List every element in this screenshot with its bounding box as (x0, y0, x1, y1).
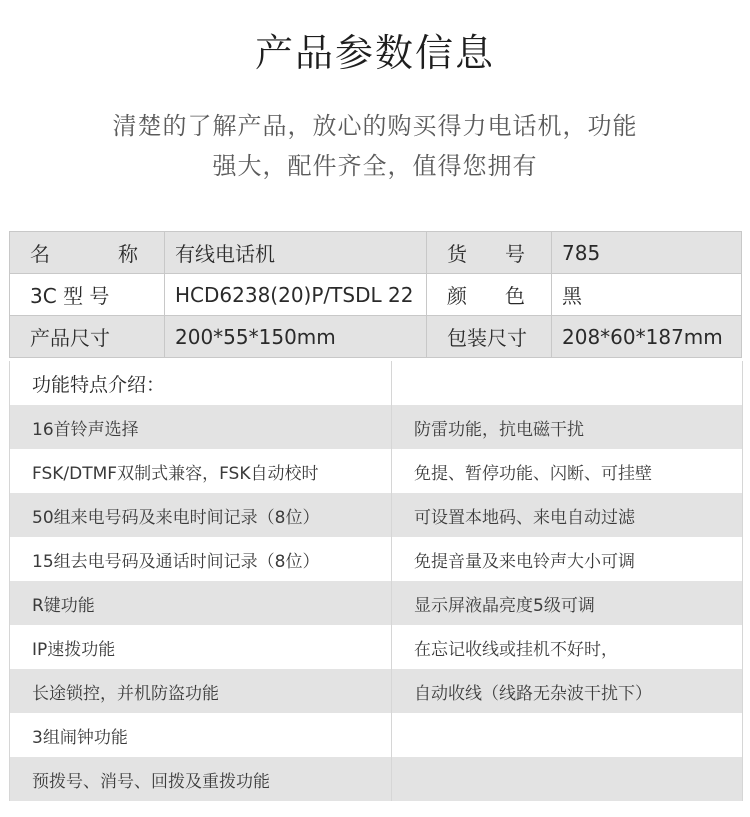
feature-right: 免提、暂停功能、闪断、可挂壁 (414, 463, 652, 484)
spec-label-package-size: 包装尺寸 (427, 316, 552, 358)
feature-right: 防雷功能，抗电磁干扰 (414, 419, 584, 440)
spec-label-color: 颜 色 (427, 274, 552, 316)
feature-right (392, 757, 742, 801)
feature-right: 自动收线（线路无杂波干扰下） (414, 683, 652, 704)
spec-value-model: HCD6238(20)P/TSDL 22 (165, 274, 427, 316)
spec-table (9, 231, 742, 358)
feature-left: 长途锁控，并机防盗功能 (10, 669, 392, 713)
subtitle-line-1: 清楚的了解产品，放心的购买得力电话机，功能 (112, 112, 638, 140)
features-heading: 功能特点介绍： (10, 361, 392, 405)
spec-label-product-size: 产品尺寸 (10, 316, 165, 358)
spec-value-package-size: 208*60*187mm (552, 316, 742, 358)
feature-left: 50组来电号码及来电时间记录（8位） (10, 493, 392, 537)
spec-label-name: 名 称 (10, 232, 165, 274)
feature-row (10, 405, 742, 449)
feature-left: 3组闹钟功能 (10, 713, 392, 757)
spec-label-item-no: 货 号 (427, 232, 552, 274)
feature-right: 可设置本地码、来电自动过滤 (414, 507, 635, 528)
feature-right: 免提音量及来电铃声大小可调 (414, 551, 635, 572)
feature-row (10, 625, 742, 669)
features-table (9, 361, 743, 801)
feature-right: 在忘记收线或挂机不好时， (414, 639, 618, 660)
feature-right (392, 713, 742, 757)
feature-left: R键功能 (10, 581, 392, 625)
page-subtitle (60, 106, 690, 186)
features-heading-blank (392, 361, 742, 405)
feature-row (10, 449, 742, 493)
feature-left: FSK/DTMF双制式兼容，FSK自动校时 (10, 449, 392, 493)
feature-left: 16首铃声选择 (10, 405, 392, 449)
feature-row (10, 581, 742, 625)
spec-row-size (10, 316, 742, 358)
feature-row (10, 713, 742, 757)
feature-row (10, 493, 742, 537)
feature-row (10, 537, 742, 581)
spec-row-name (10, 232, 742, 274)
spec-value-name: 有线电话机 (165, 232, 427, 274)
feature-left: 预拨号、消号、回拨及重拨功能 (10, 757, 392, 801)
features-heading-row (10, 361, 742, 405)
feature-row (10, 669, 742, 713)
feature-right: 显示屏液晶亮度5级可调 (414, 595, 595, 616)
feature-left: IP速拨功能 (10, 625, 392, 669)
feature-row (10, 757, 742, 801)
spec-row-model (10, 274, 742, 316)
page-title: 产品参数信息 (254, 31, 495, 75)
spec-label-model: 3C 型 号 (10, 274, 165, 316)
spec-value-color: 黑 (552, 274, 742, 316)
spec-value-item-no: 785 (552, 232, 742, 274)
feature-left: 15组去电号码及通话时间记录（8位） (10, 537, 392, 581)
subtitle-line-2: 强大，配件齐全，值得您拥有 (212, 152, 538, 180)
spec-value-product-size: 200*55*150mm (165, 316, 427, 358)
